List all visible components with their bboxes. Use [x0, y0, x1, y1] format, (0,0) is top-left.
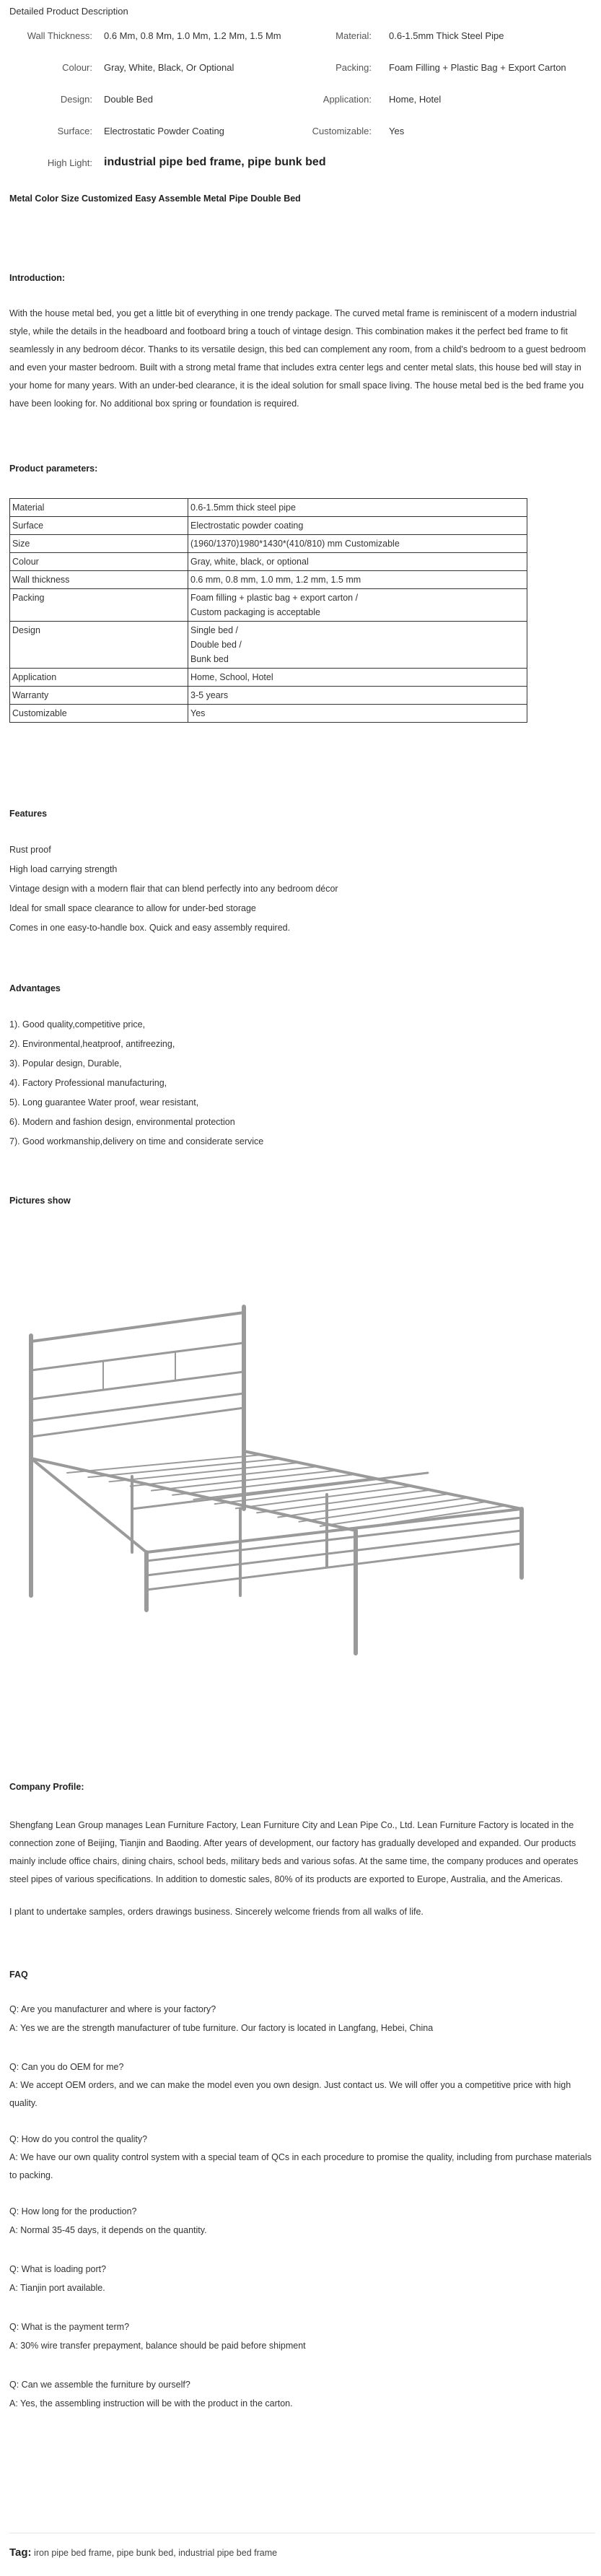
parameter-row: [10, 553, 527, 571]
headboard-rail: [31, 1343, 244, 1370]
parameter-value: [188, 705, 527, 723]
parameter-value-line: Double bed /: [190, 640, 242, 650]
bed-slat: [236, 1486, 413, 1508]
highlight-label: High Light:: [47, 157, 92, 168]
highlight-row: [9, 156, 587, 172]
tag-link[interactable]: iron pipe bed frame: [34, 2548, 112, 2558]
faq-answer: A: We accept OEM orders, and we can make the model even you own design. Just contact us. We will offer you a competitive price with high quality.: [9, 2080, 571, 2108]
footboard-rail: [146, 1544, 522, 1590]
parameter-value: [188, 589, 527, 622]
parameter-value-line: Single bed /: [190, 625, 239, 635]
tag-separator: ,: [173, 2548, 179, 2558]
spec-value: Gray, White, Black, Or Optional: [104, 62, 234, 73]
page-title: Detailed Product Description: [9, 6, 128, 17]
tag-label: Tag:: [9, 2546, 32, 2559]
bed-slat: [193, 1478, 375, 1500]
advantage-item: 5). Long guarantee Water proof, wear resistant,: [9, 1097, 199, 1108]
spec-row: [9, 126, 587, 142]
faq-question: Q: How long for the production?: [9, 2206, 137, 2216]
spec-value: Double Bed: [104, 94, 153, 105]
advantage-item: 3). Popular design, Durable,: [9, 1058, 122, 1069]
spec-row: [9, 94, 587, 110]
parameter-value: [188, 622, 527, 669]
spec-value: Home, Hotel: [389, 94, 442, 105]
feature-item: Ideal for small space clearance to allow for under-bed storage: [9, 903, 256, 913]
parameter-key: Customizable: [10, 705, 188, 723]
tag-line: [9, 2546, 277, 2559]
faq-question: Q: What is the payment term?: [9, 2322, 130, 2332]
company-text: Shengfang Lean Group manages Lean Furniture Factory, Lean Furniture City and Lean Pipe Co., Ltd. Lean Furniture Factory is located in the connection zone of Beijing, Tianjin and Baoding. After years of development, our factory has gradually developed and expanded. Our products mainly include office chairs, dining chairs, school beds, military beds and various sofas. At the same time, the company produces and operates steel pipes of various specifications. In addition to domestic sales, 80% of its products are exported to Europe, Australia, and the Americas.: [9, 1820, 579, 1884]
parameter-value-line: Bunk bed: [190, 654, 229, 664]
faq-question: Q: Can you do OEM for me?: [9, 2062, 124, 2072]
spec-label: Material:: [335, 30, 372, 41]
faq-question: Q: How do you control the quality?: [9, 2134, 148, 2144]
parameter-value-line: Foam filling + plastic bag + export carton /: [190, 593, 359, 603]
parameter-row: [10, 669, 527, 687]
tag-link[interactable]: pipe bunk bed: [116, 2548, 174, 2558]
parameter-key: Size: [10, 535, 188, 553]
spec-value: Yes: [389, 126, 405, 136]
highlight-tags[interactable]: industrial pipe bed frame, pipe bunk bed: [104, 156, 326, 168]
parameter-value-line: Custom packaging is acceptable: [190, 607, 320, 617]
headboard-rail: [31, 1408, 244, 1437]
spec-value: 0.6-1.5mm Thick Steel Pipe: [389, 30, 504, 41]
parameter-value-line: 0.6 mm, 0.8 mm, 1.0 mm, 1.2 mm, 1.5 mm: [190, 575, 361, 585]
introduction-text: With the house metal bed, you get a little bit of everything in one trendy package. The curved metal frame is reminiscent of a modern industrial style, while the details in the headboard and footboard bring a touch of vintage design. This combination makes it the perfect bed frame to fit seamlessly in any bedroom décor. Thanks to its versatile design, this bed can complement any room, from a child's bedroom to a guest bedroom and even your master bedroom. Built with a strong metal frame that includes extra center legs and center metal slats, this house bed will stay in your home for many years. With an under-bed clearance, it is the ideal solution for small space living. The house metal bed is the bed frame you have been looking for. No additional box spring or foundation is required.: [9, 308, 587, 409]
parameter-value-line: 0.6-1.5mm thick steel pipe: [190, 502, 296, 513]
advantage-item: 4). Factory Professional manufacturing,: [9, 1078, 167, 1088]
footboard-rail: [146, 1531, 522, 1575]
side-rail: [244, 1451, 522, 1509]
features-title: Features: [9, 809, 48, 819]
spec-row: [9, 30, 587, 46]
parameters-table: [9, 498, 527, 723]
spec-label: Packing:: [335, 62, 372, 73]
spec-value: Foam Filling + Plastic Bag + Export Carton: [389, 62, 566, 73]
metal-bed-illustration: [24, 1292, 529, 1675]
parameter-value: [188, 669, 527, 687]
feature-item: High load carrying strength: [9, 864, 118, 874]
headboard-rail: [31, 1372, 244, 1399]
advantage-item: 1). Good quality,competitive price,: [9, 1019, 146, 1030]
parameter-value: [188, 517, 527, 535]
parameter-key: Packing: [10, 589, 188, 622]
headboard-rail: [31, 1313, 244, 1341]
parameter-row: [10, 589, 527, 622]
faq-question: Q: What is loading port?: [9, 2264, 107, 2274]
faq-answer: A: Yes, the assembling instruction will be with the product in the carton.: [9, 2398, 293, 2409]
parameter-row: [10, 535, 527, 553]
faq-answer: A: Normal 35-45 days, it depends on the quantity.: [9, 2225, 207, 2235]
headboard-rail: [31, 1393, 244, 1421]
parameter-value-line: Gray, white, black, or optional: [190, 557, 309, 567]
product-title: Metal Color Size Customized Easy Assemble Metal Pipe Double Bed: [9, 193, 301, 204]
feature-item: Vintage design with a modern flair that can blend perfectly into any bedroom décor: [9, 884, 338, 894]
parameters-title: Product parameters:: [9, 464, 98, 474]
tag-separator: ,: [111, 2548, 117, 2558]
parameter-row: [10, 571, 527, 589]
parameter-value: [188, 535, 527, 553]
spec-value: 0.6 Mm, 0.8 Mm, 1.0 Mm, 1.2 Mm, 1.5 Mm: [104, 30, 281, 41]
parameter-key: Wall thickness: [10, 571, 188, 589]
bed-photo: [24, 1292, 529, 1675]
parameter-value-line: (1960/1370)1980*1430*(410/810) mm Customizable: [190, 539, 400, 549]
feature-item: Comes in one easy-to-handle box. Quick and easy assembly required.: [9, 923, 291, 933]
parameter-row: [10, 622, 527, 669]
faq-answer: A: 30% wire transfer prepayment, balance should be paid before shipment: [9, 2341, 306, 2351]
faq-answer: A: We have our own quality control system with a special team of QCs in each procedure to promise the quality, including from purchase materials to packing.: [9, 2152, 592, 2180]
spec-label: Design:: [60, 94, 92, 105]
parameter-value: [188, 499, 527, 517]
bed-slat: [278, 1494, 450, 1518]
parameter-key: Material: [10, 499, 188, 517]
bed-slat: [257, 1489, 431, 1513]
advantage-item: 7). Good workmanship,delivery on time and considerate service: [9, 1136, 264, 1146]
front-rail: [146, 1509, 522, 1552]
parameter-key: Warranty: [10, 687, 188, 705]
faq-answer: A: Tianjin port available.: [9, 2283, 105, 2293]
spec-label: Colour:: [62, 62, 92, 73]
parameter-key: Surface: [10, 517, 188, 535]
spec-label: Application:: [323, 94, 372, 105]
parameter-row: [10, 517, 527, 535]
parameter-value: [188, 571, 527, 589]
parameter-row: [10, 705, 527, 723]
feature-item: Rust proof: [9, 845, 51, 855]
parameter-value-line: Home, School, Hotel: [190, 672, 273, 682]
spec-label: Surface:: [57, 126, 92, 136]
faq-title: FAQ: [9, 1970, 28, 1980]
bed-slat: [215, 1482, 394, 1504]
advantage-item: 2). Environmental,heatproof, antifreezing,: [9, 1039, 175, 1049]
parameter-row: [10, 687, 527, 705]
pictures-title: Pictures show: [9, 1196, 71, 1206]
parameter-value-line: 3-5 years: [190, 690, 229, 700]
company-title: Company Profile:: [9, 1782, 84, 1792]
parameter-value-line: Electrostatic powder coating: [190, 521, 304, 531]
introduction-title: Introduction:: [9, 273, 66, 283]
parameter-key: Colour: [10, 553, 188, 571]
tag-link[interactable]: industrial pipe bed frame: [178, 2548, 278, 2558]
faq-question: Q: Are you manufacturer and where is your factory?: [9, 2004, 216, 2014]
side-rail: [31, 1458, 356, 1531]
parameter-row: [10, 499, 527, 517]
parameter-value: [188, 687, 527, 705]
parameter-value: [188, 553, 527, 571]
bed-slat: [341, 1505, 507, 1531]
advantage-item: 6). Modern and fashion design, environmental protection: [9, 1117, 235, 1127]
spec-value: Electrostatic Powder Coating: [104, 126, 224, 136]
spec-row: [9, 62, 587, 78]
parameter-key: Design: [10, 622, 188, 669]
faq-question: Q: Can we assemble the furniture by ourself?: [9, 2380, 190, 2390]
advantages-title: Advantages: [9, 983, 61, 993]
parameter-value-line: Yes: [190, 708, 206, 718]
company-text-2: I plant to undertake samples, orders drawings business. Sincerely welcome friends from all walks of life.: [9, 1907, 424, 1917]
spec-label: Wall Thickness:: [27, 30, 92, 41]
parameter-key: Application: [10, 669, 188, 687]
faq-answer: A: Yes we are the strength manufacturer of tube furniture. Our factory is located in Langfang, Hebei, China: [9, 2023, 434, 2033]
spec-label: Customizable:: [312, 126, 372, 136]
